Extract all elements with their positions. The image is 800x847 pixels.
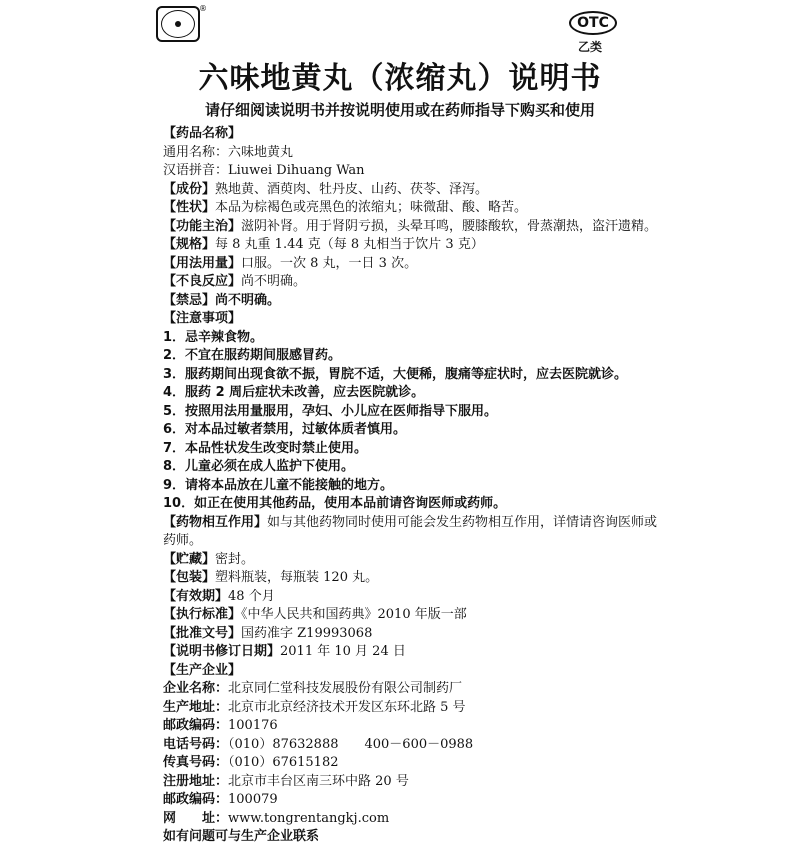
standard-value: 《中华人民共和国药典》2010 年版一部 — [241, 607, 467, 622]
revision-label: 【说明书修订日期】 — [163, 644, 281, 659]
standard-label: 【执行标准】 — [163, 607, 242, 622]
pinyin-value: Liuwei Dihuang Wan — [228, 163, 365, 178]
standard-row — [163, 606, 668, 625]
manufacturer-value: 100079 — [228, 792, 278, 807]
contraindications-row — [163, 292, 668, 311]
package-value: 塑料瓶装，每瓶装 120 丸。 — [215, 570, 379, 585]
specification-value: 每 8 丸重 1.44 克（每 8 丸相当于饮片 3 克） — [215, 237, 484, 252]
adverse-value: 尚不明确。 — [241, 274, 307, 289]
manufacturer-value: 北京同仁堂科技发展股份有限公司制药厂 — [228, 681, 463, 696]
manufacturer-row — [163, 717, 668, 736]
manufacturer-value: 北京市北京经济技术开发区东环北路 5 号 — [228, 699, 466, 715]
contraindications-value: 尚不明确。 — [215, 292, 281, 308]
specification-label: 【规格】 — [163, 237, 216, 252]
manufacturer-label: 网 址： — [163, 810, 229, 826]
package-row — [163, 569, 668, 588]
pinyin-label: 汉语拼音： — [163, 163, 229, 178]
manufacturer-label: 邮政编码： — [163, 718, 229, 733]
generic-name-value: 六味地黄丸 — [228, 144, 294, 160]
validity-value: 48 个月 — [228, 588, 275, 604]
interactions-label: 【药物相互作用】 — [163, 514, 268, 530]
interactions-value: 如与其他药物同时使用可能会发生药物相互作用，详情请咨询医师或药师。 — [163, 514, 658, 548]
otc-badge: OTC — [569, 11, 617, 35]
precaution-item: 2．不宜在服药期间服感冒药。 — [163, 348, 342, 363]
approval-label: 【批准文号】 — [163, 625, 242, 641]
indications-label: 【功能主治】 — [163, 218, 242, 234]
manufacturer-row — [163, 680, 668, 699]
leaflet-body — [163, 125, 668, 847]
ingredients-row — [163, 181, 668, 200]
tongrentang-logo — [156, 6, 200, 42]
specification-row — [163, 236, 668, 255]
section-heading-precautions: 【注意事项】 — [163, 311, 242, 326]
generic-name-row — [163, 144, 668, 163]
otc-class-label: 乙类 — [578, 40, 603, 54]
indications-row — [163, 218, 668, 237]
dosage-label: 【用法用量】 — [163, 255, 242, 271]
section-heading-drug-name: 【药品名称】 — [163, 126, 242, 141]
ingredients-value: 熟地黄、酒萸肉、牡丹皮、山药、茯苓、泽泻。 — [215, 181, 489, 197]
approval-row — [163, 625, 668, 644]
validity-row — [163, 588, 668, 607]
revision-value: 2011 年 10 月 24 日 — [280, 644, 406, 659]
generic-name-label: 通用名称： — [163, 144, 229, 160]
interactions-row — [163, 514, 668, 551]
contraindications-label: 【禁忌】 — [163, 292, 216, 308]
website-value: www.tongrentangkj.com — [228, 810, 390, 826]
manufacturer-label: 注册地址： — [163, 773, 229, 789]
precaution-item: 7．本品性状发生改变时禁止使用。 — [163, 440, 368, 456]
manufacturer-label: 电话号码： — [163, 736, 229, 752]
contact-footer: 如有问题可与生产企业联系 — [163, 829, 320, 844]
document-title: 六味地黄丸（浓缩丸）说明书 — [198, 61, 602, 96]
precaution-item: 9．请将本品放在儿童不能接触的地方。 — [163, 477, 394, 493]
precaution-item: 10．如正在使用其他药品，使用本品前请咨询医师或药师。 — [163, 496, 507, 511]
manufacturer-label: 企业名称： — [163, 681, 229, 696]
logo-emblem-icon — [161, 10, 195, 38]
adverse-label: 【不良反应】 — [163, 274, 242, 289]
package-label: 【包装】 — [163, 570, 216, 585]
ingredients-label: 【成份】 — [163, 181, 216, 197]
storage-value: 密封。 — [215, 551, 255, 567]
adverse-row — [163, 273, 668, 292]
pinyin-row — [163, 162, 668, 181]
manufacturer-value: （010）67615182 — [228, 755, 339, 770]
manufacturer-label: 传真号码： — [163, 755, 229, 770]
manufacturer-label: 生产地址： — [163, 699, 229, 715]
manufacturer-row — [163, 773, 668, 792]
properties-row — [163, 199, 668, 218]
manufacturer-value: 100176 — [228, 718, 278, 733]
manufacturer-label: 邮政编码： — [163, 792, 229, 807]
properties-label: 【性状】 — [163, 200, 216, 215]
manufacturer-value: 北京市丰台区南三环中路 20 号 — [228, 773, 409, 789]
manufacturer-row — [163, 791, 668, 810]
indications-value: 滋阴补肾。用于肾阴亏损，头晕耳鸣，腰膝酸软，骨蒸潮热，盗汗遗精。 — [241, 218, 658, 234]
manufacturer-row — [163, 699, 668, 718]
validity-label: 【有效期】 — [163, 588, 229, 604]
precaution-item: 5．按照用法用量服用，孕妇、小儿应在医师指导下服用。 — [163, 403, 498, 419]
precaution-item: 3．服药期间出现食欲不振，胃脘不适，大便稀，腹痛等症状时，应去医院就诊。 — [163, 366, 628, 382]
document-subtitle: 请仔细阅读说明书并按说明使用或在药师指导下购买和使用 — [204, 101, 595, 119]
properties-value: 本品为棕褐色或亮黑色的浓缩丸；味微甜、酸、略苦。 — [215, 200, 528, 215]
precaution-item: 6．对本品过敏者禁用，过敏体质者慎用。 — [163, 422, 407, 437]
manufacturer-value: （010）87632888 400－600－0988 — [228, 736, 474, 752]
dosage-value: 口服。一次 8 丸，一日 3 次。 — [241, 255, 418, 271]
revision-row — [163, 643, 668, 662]
manufacturer-row — [163, 810, 668, 829]
precaution-item: 8．儿童必须在成人监护下使用。 — [163, 459, 355, 474]
approval-value: 国药准字 Z19993068 — [241, 625, 373, 641]
dosage-row — [163, 255, 668, 274]
storage-label: 【贮藏】 — [163, 551, 216, 567]
manufacturer-row — [163, 736, 668, 755]
storage-row — [163, 551, 668, 570]
manufacturer-row — [163, 754, 668, 773]
section-heading-manufacturer: 【生产企业】 — [163, 662, 242, 678]
precaution-item: 4．服药 2 周后症状未改善，应去医院就诊。 — [163, 385, 425, 400]
precaution-item: 1．忌辛辣食物。 — [163, 329, 264, 345]
registered-mark: ® — [199, 4, 207, 13]
